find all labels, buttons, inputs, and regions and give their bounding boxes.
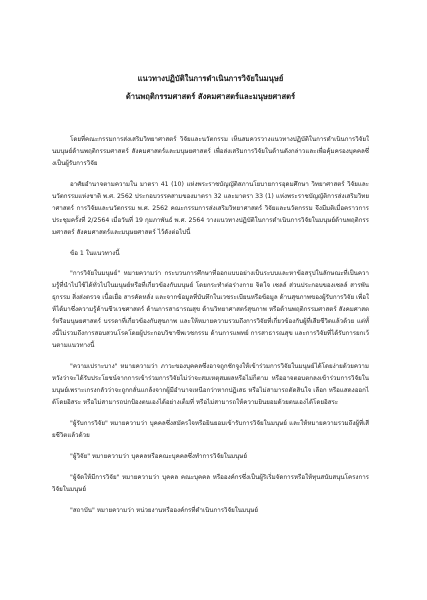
definition-sponsor: "ผู้จัดให้มีการวิจัย" หมายความว่า บุคคล คณะบุคคล หรือองค์กรซึ่งเป็นผู้ริเริ่มจัดการหรือให้ทุนสนับสนุนโครงการวิจัยในมนุษย์	[52, 474, 369, 493]
document-body	[52, 134, 369, 517]
clause-1-heading: ข้อ 1 ในแนวทางนี้	[70, 250, 120, 257]
definition-human-research: "การวิจัยในมนุษย์" หมายความว่า กระบวนการศึกษาที่ออกแบบอย่างเป็นระบบและหาข้อสรุปในลักษณะที่เป็นความรู้ที่นำไปใช้ได้ทั่วไปในมนุษย์หรือที่เกี่ยวข้องกับมนุษย์ โดยกระทำต่อร่างกาย จิตใจ เซลล์ ส่วนประกอบของเซลล์ สารพันธุกรรม สิ่งส่งตรวจ เนื้อเยื่อ สารคัดหลั่ง และจากข้อมูลที่บันทึกในเวชระเบียนหรือข้อมูล ด้านสุขภาพของผู้รับการวิจัย เพื่อให้ได้มาซึ่งความรู้ด้านชีวเวชศาสตร์ ด้านการสาธารณสุข ด้านวิทยาศาสตร์สุขภาพ หรือด้านพฤติกรรมศาสตร์ สังคมศาสตร์หรือมนุษยศาสตร์ บรรดาที่เกี่ยวข้องกับสุขภาพ และให้หมายความรวมถึงการวิจัยที่เกี่ยวข้องกับผู้ที่เสียชีวิตแล้วด้วย แต่ทั้งนี้ไม่รวมถึงการสอบสวนโรคโดยผู้ประกอบวิชาชีพเวชกรรม ด้านการแพทย์ การสาธารณสุข และการวิจัยที่ได้รับการยกเว้นตามแนวทางนี้	[52, 270, 369, 349]
document-subtitle: ด้านพฤติกรรมศาสตร์ สังคมศาสตร์และมนุษยศาสตร์	[125, 92, 296, 101]
preamble-paragraph: โดยที่คณะกรรมการส่งเสริมวิทยาศาสตร์ วิจัยและนวัตกรรม เห็นสมควรวางแนวทางปฏิบัติในการดำเนินการวิจัยในมนุษย์ด้านพฤติกรรมศาสตร์ สังคมศาสตร์และมนุษยศาสตร์ เพื่อส่งเสริมการวิจัยในด้านดังกล่าวและเพื่อคุ้มครองบุคคลซึ่งเป็นผู้รับการวิจัย	[52, 136, 369, 167]
definition-institution: "สถาบัน" หมายความว่า หน่วยงานหรือองค์กรที่ดำเนินการวิจัยในมนุษย์	[70, 507, 259, 514]
definition-vulnerability: "ความเปราะบาง" หมายความว่า ภาวะของบุคคลซึ่งอาจถูกชักจูงให้เข้าร่วมการวิจัยในมนุษย์ได้โดยง่ายด้วยความหวังว่าจะได้รับประโยชน์จากการเข้าร่วมการวิจัยไม่ว่าจะสมเหตุสมผลหรือไม่ก็ตาม หรืออาจตอบตกลงเข้าร่วมการวิจัยในมนุษย์เพราะเกรงกลัวว่าจะถูกกลั่นแกล้งจากผู้มีอำนาจเหนือกว่าหากปฏิเสธ หรือไม่สามารถตัดสินใจ เลือก หรือแสดงออกได้โดยอิสระ หรือไม่สามารถปกป้องตนเองได้อย่างเต็มที่ หรือไม่สามารถให้ความยินยอมด้วยตนเองได้โดยอิสระ	[52, 363, 369, 406]
definition-researcher: "ผู้วิจัย" หมายความว่า บุคคลหรือคณะบุคคลซึ่งทำการวิจัยในมนุษย์	[70, 453, 247, 460]
authority-paragraph: อาศัยอำนาจตามความใน มาตรา 41 (10) แห่งพระราชบัญญัติสภานโยบายการอุดมศึกษา วิทยาศาสตร์ วิจัยและนวัตกรรมแห่งชาติ พ.ศ. 2562 ประกอบวรรคสามของมาตรา 32 และมาตรา 33 (1) แห่งพระราชบัญญัติการส่งเสริมวิทยาศาสตร์ การวิจัยและนวัตกรรม พ.ศ. 2562 คณะกรรมการส่งเสริมวิทยาศาสตร์ วิจัยและนวัตกรรม จึงมีมติเมื่อคราวการประชุมครั้งที่ 2/2564 เมื่อวันที่ 19 กุมภาพันธ์ พ.ศ. 2564 วางแนวทางปฏิบัติในการดำเนินการวิจัยในมนุษย์ด้านพฤติกรรมศาสตร์ สังคมศาสตร์และมนุษยศาสตร์ ไว้ดังต่อไปนี้	[52, 181, 369, 236]
definition-research-participant: "ผู้รับการวิจัย" หมายความว่า บุคคลซึ่งสมัครใจหรือยินยอมเข้ารับการวิจัยในมนุษย์ และให้หมายความรวมถึงผู้ที่เสียชีวิตแล้วด้วย	[52, 420, 369, 439]
document-title: แนวทางปฏิบัติในการดำเนินการวิจัยในมนุษย์	[137, 74, 284, 83]
